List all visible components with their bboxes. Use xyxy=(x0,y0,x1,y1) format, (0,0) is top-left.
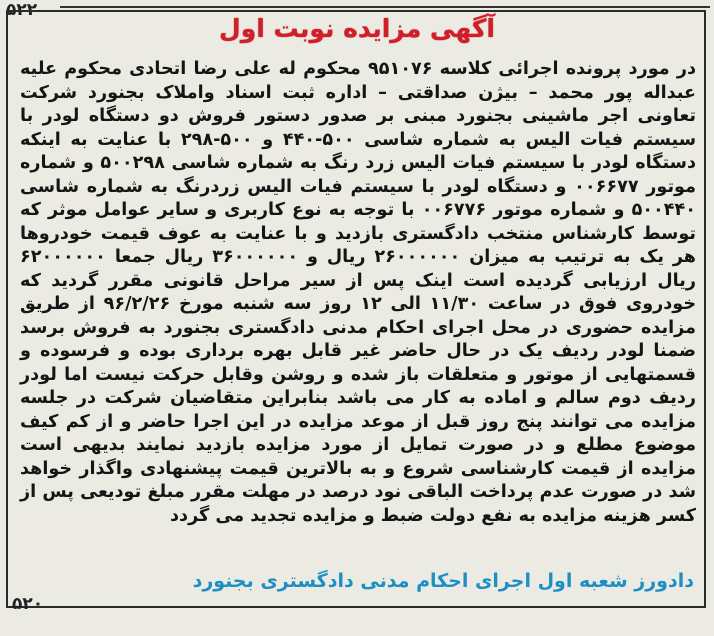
top-divider xyxy=(60,6,710,8)
top-ad-number: ۵۲۲ xyxy=(6,0,38,20)
bottom-ad-number: ۵۲۰ xyxy=(12,594,44,614)
notice-title: آگهی مزایده نوبت اول xyxy=(219,14,495,43)
notice-body: در مورد پرونده اجرائی کلاسه ۹۵۱۰۷۶ محکوم له علی رضا اتحادی محکوم علیه عبداله پور محمد – بیژن صداقتی – اداره ثبت اسناد واملاک بجنورد شرکت تعاونی اجر ماشینی بجنورد مبنی بر صدور دستور فروش دو دستگاه لودر با سیستم فیات الیس به شماره شاسی ۵۰۰-۴۴۰ و ۵۰۰-۲۹۸ با عنایت به اینکه دستگاه لودر با سیستم فیات الیس زرد رنگ به شماره شاسی ۵۰۰۲۹۸ و شماره موتور ۰۰۶۶۷۷ و دستگاه لودر با سیستم فیات الیس زردرنگ به شماره شاسی ۵۰۰۴۴۰ و شماره موتور ۰۰۶۷۷۶ با توجه به نوع کاربری و سایر عوامل موثر که توسط کارشناس منتخب دادگستری بازدید و با عنایت به عوف قیمت خودروها هر یک به ترتیب به میزان ۲۶۰۰۰۰۰۰ ریال و ۳۶۰۰۰۰۰۰ ریال جمعا ۶۲۰۰۰۰۰۰ ریال ارزیابی گردیده است اینک پس از سیر مراحل قانونی مقرر گردید که خودروی فوق در ساعت ۱۱/۳۰ الی ۱۲ روز سه شنبه مورخ ۹۶/۲/۲۶ از طریق مزایده حضوری در محل اجرای احکام مدنی دادگستری بجنورد به فروش برسد ضمنا لودر ردیف یک در حال حاضر غیر قابل بهره برداری بوده و فرسوده و قسمتهایی از موتور و متعلقات باز شده و روشن وقابل حرکت نیست اما لودر ردیف دوم سالم و اماده به کار می باشد بنابراین متقاضیان شرکت در جلسه مزایده می توانند پنج روز قبل از موعد مزایده در این اجرا حاضر و از کم کیف موضوع مطلع و در صورت تمایل از مورد مزایده بازدید نمایند بدیهی است مزایده از قیمت کارشناسی شروع و به بالاترین قیمت پیشنهادی واگذار خواهد شد در صورت عدم پرداخت الباقی نود درصد در مهلت مقرر مبلغ تودیعی پس از کسر هزینه مزایده به نفع دولت ضبط و مزایده تجدید می گردد xyxy=(20,59,697,526)
notice-signature: دادورز شعبه اول اجرای احکام مدنی دادگستری بجنورد xyxy=(192,570,694,592)
